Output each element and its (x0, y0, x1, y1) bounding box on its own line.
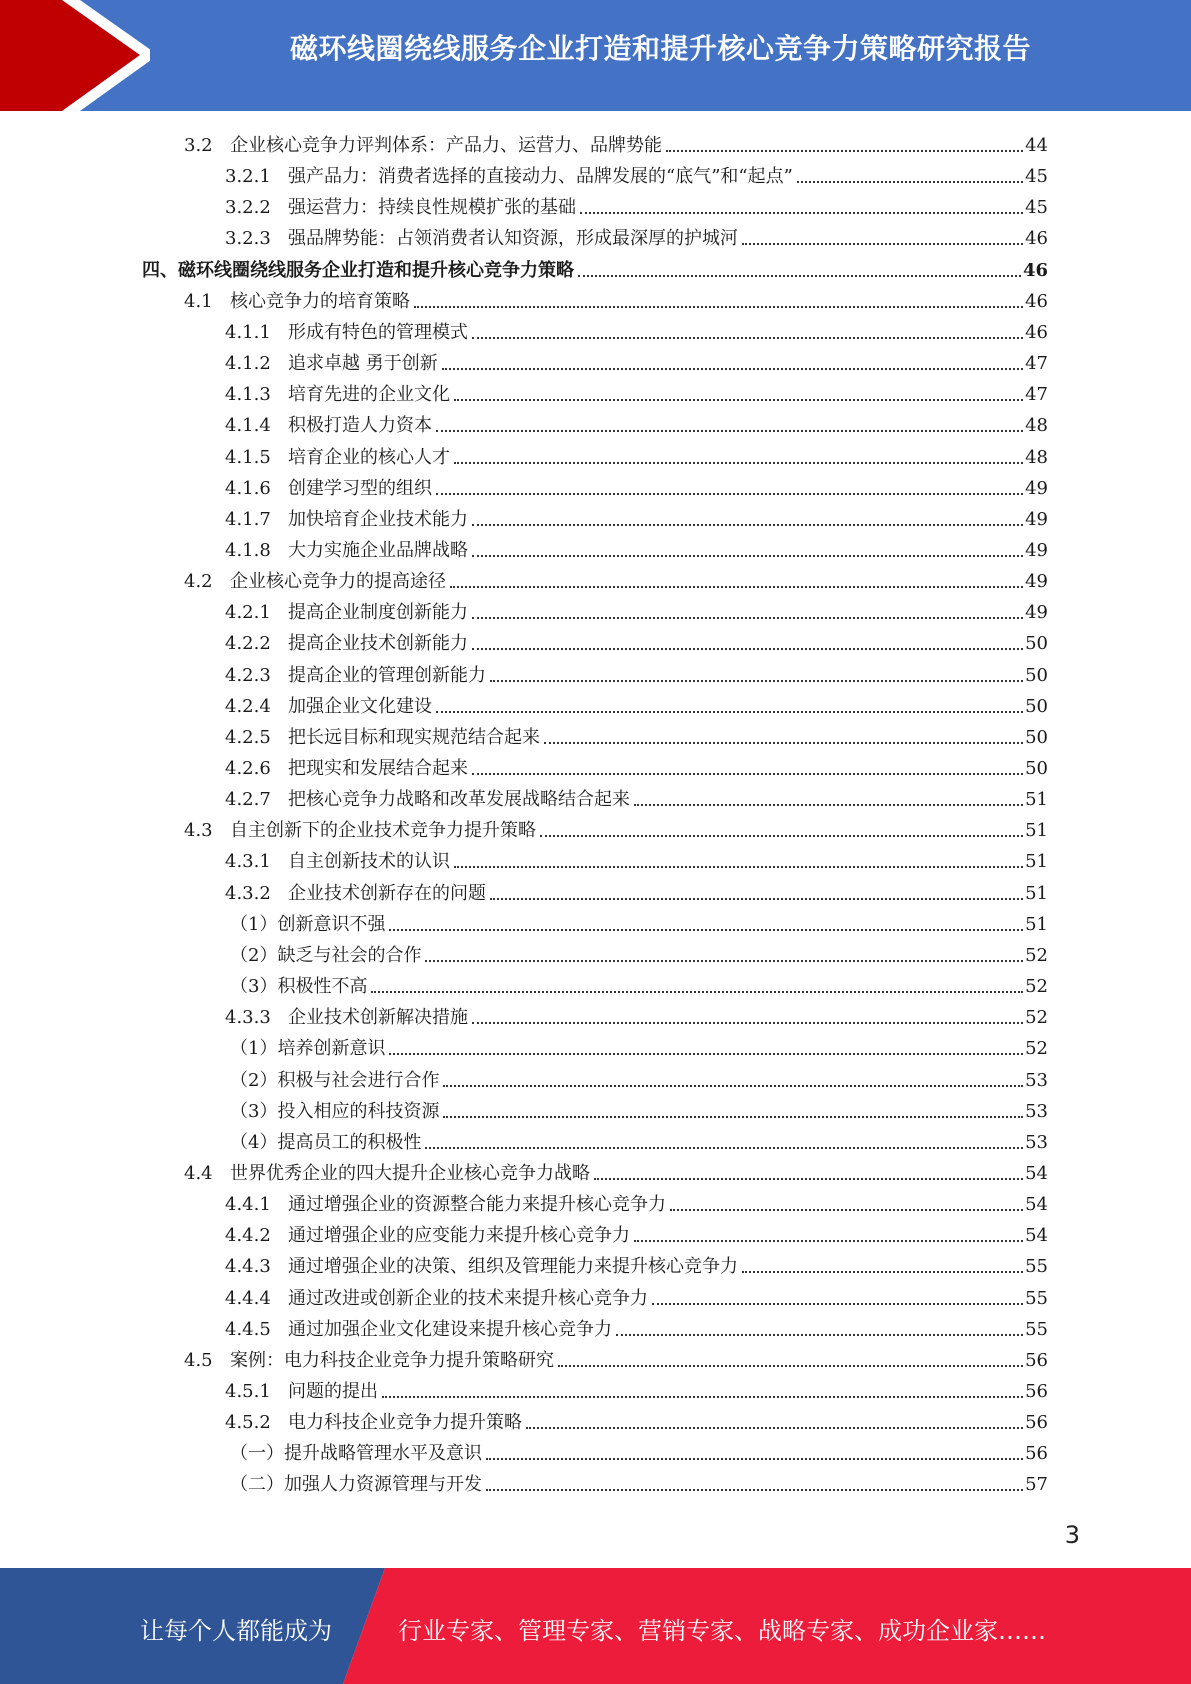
toc-leader-dots (540, 835, 1023, 837)
toc-leader-dots (652, 1303, 1023, 1305)
toc-entry-title: 电力科技企业竞争力提升策略 (288, 1412, 522, 1434)
toc-entry-number: 4.5 (184, 1349, 213, 1371)
page-number: 3 (1064, 1521, 1080, 1549)
toc-entry-title: 强品牌势能：占领消费者认知资源，形成最深厚的护城河 (288, 228, 738, 250)
toc-entry[interactable] (225, 781, 1048, 812)
toc-leader-dots (436, 430, 1023, 432)
toc-leader-dots (797, 181, 1023, 183)
toc-entry[interactable] (225, 220, 1048, 251)
toc-leader-dots (490, 680, 1023, 682)
toc-entry[interactable] (230, 1466, 1048, 1497)
toc-entry-title: 强产品力：消费者选择的直接动力、品牌发展的“底气”和“起点” (288, 166, 793, 188)
toc-entry-page: 52 (1025, 944, 1048, 966)
toc-entry-number: 3.2 (184, 135, 213, 156)
toc-entry[interactable] (225, 407, 1048, 438)
toc-leader-dots (578, 275, 1021, 277)
toc-entry-number: 3.2.2 (225, 197, 271, 219)
toc-entry-page: 50 (1025, 695, 1048, 717)
toc-entry-number: 4.4 (184, 1162, 213, 1184)
toc-entry-number: 4.2.5 (225, 726, 271, 748)
toc-entry-title: 自主创新技术的认识 (288, 851, 450, 873)
toc-entry-number: 4.2.2 (225, 633, 271, 655)
toc-entry-page: 56 (1025, 1381, 1048, 1402)
toc-entry[interactable] (225, 999, 1048, 1030)
toc-leader-dots (442, 368, 1023, 370)
toc-entry-title: （2）积极与社会进行合作 (230, 1069, 440, 1091)
toc-entry-title: 企业技术创新解决措施 (288, 1007, 468, 1029)
toc-entry-title: 把现实和发展结合起来 (288, 758, 468, 779)
toc-entry-page: 49 (1025, 508, 1048, 530)
toc-entry[interactable] (142, 252, 1048, 283)
toc-entry-title: 通过改进或创新企业的技术来提升核心竞争力 (288, 1287, 648, 1309)
toc-entry[interactable] (230, 906, 1048, 937)
toc-leader-dots (742, 243, 1023, 245)
toc-entry[interactable] (184, 283, 1048, 314)
toc-entry-number: 4.3.3 (225, 1007, 271, 1029)
toc-entry-number: 4.4.5 (225, 1318, 271, 1340)
toc-entry-page: 51 (1025, 882, 1048, 904)
toc-entry-page: 49 (1025, 602, 1048, 624)
footer-slogan-right: 行业专家、管理专家、营销专家、战略专家、成功企业家…… (398, 1617, 1046, 1645)
toc-entry-page: 51 (1025, 851, 1048, 873)
toc-entry-number: 4.1.4 (225, 415, 271, 437)
toc-entry[interactable] (225, 625, 1048, 656)
toc-entry-number: 4.2.3 (225, 664, 271, 686)
toc-leader-dots (634, 1240, 1023, 1242)
toc-entry-title: 提高企业制度创新能力 (288, 602, 468, 624)
footer-slogan-left: 让每个人都能成为 (140, 1617, 332, 1645)
toc-entry-title: 核心竞争力的培育策略 (230, 290, 410, 312)
toc-entry-number: 4.1 (184, 290, 213, 312)
toc-leader-dots (486, 1489, 1023, 1491)
toc-entry-title: 培育企业的核心人才 (288, 446, 450, 468)
toc-entry[interactable] (225, 719, 1048, 750)
toc-entry-page: 52 (1025, 976, 1048, 998)
toc-entry-number: 4.2.6 (225, 758, 271, 779)
toc-entry-page: 50 (1025, 664, 1048, 686)
toc-leader-dots (450, 586, 1023, 588)
toc-entry-title: （一）提升战略管理水平及意识 (230, 1443, 482, 1465)
toc-entry[interactable] (230, 968, 1048, 999)
toc-entry-page: 51 (1025, 820, 1048, 842)
toc-leader-dots (472, 773, 1023, 775)
toc-entry[interactable] (230, 1093, 1048, 1124)
toc-entry[interactable] (225, 158, 1048, 189)
toc-entry-page: 44 (1025, 135, 1048, 156)
toc-entry-number: 4.4.3 (225, 1256, 271, 1278)
toc-entry[interactable] (225, 501, 1048, 532)
toc-entry-page: 49 (1025, 477, 1048, 499)
toc-entry[interactable] (184, 1155, 1048, 1186)
toc-entry-number: 4.1.8 (225, 539, 271, 561)
chevron-decoration-icon (0, 0, 150, 111)
toc-entry[interactable] (184, 1342, 1048, 1373)
toc-entry-page: 46 (1025, 321, 1048, 343)
toc-entry[interactable] (225, 1404, 1048, 1435)
toc-entry-page: 46 (1025, 290, 1048, 312)
toc-entry-number: 4.1.5 (225, 446, 271, 468)
toc-entry-page: 45 (1025, 197, 1048, 219)
toc-entry[interactable] (225, 376, 1048, 407)
toc-entry[interactable] (225, 843, 1048, 874)
toc-entry-number: 4.2.7 (225, 789, 271, 811)
toc-leader-dots (472, 1022, 1023, 1024)
toc-entry-title: 培育先进的企业文化 (288, 384, 450, 406)
toc-entry[interactable] (184, 563, 1048, 594)
toc-entry[interactable] (225, 1280, 1048, 1311)
toc-entry-title: （2）缺乏与社会的合作 (230, 944, 422, 966)
toc-entry-page: 54 (1025, 1225, 1048, 1247)
toc-entry-page: 55 (1025, 1287, 1048, 1309)
toc-entry-number: 4.1.7 (225, 508, 271, 530)
toc-entry-title: 大力实施企业品牌战略 (288, 539, 468, 561)
toc-entry[interactable] (225, 1217, 1048, 1248)
toc-entry[interactable] (225, 532, 1048, 563)
toc-leader-dots (666, 150, 1023, 152)
toc-entry-page: 50 (1025, 726, 1048, 748)
toc-entry-page: 50 (1025, 758, 1048, 779)
toc-leader-dots (472, 337, 1023, 339)
toc-entry[interactable] (225, 657, 1048, 688)
toc-entry-title: 通过增强企业的应变能力来提升核心竞争力 (288, 1225, 630, 1247)
toc-entry[interactable] (230, 1435, 1048, 1466)
toc-entry-title: 强运营力：持续良性规模扩张的基础 (288, 197, 576, 219)
toc-leader-dots (616, 1334, 1023, 1336)
toc-entry-title: 四、磁环线圈绕线服务企业打造和提升核心竞争力策略 (142, 259, 574, 281)
toc-leader-dots (472, 524, 1023, 526)
toc-entry[interactable] (225, 750, 1048, 781)
toc-leader-dots (486, 1458, 1023, 1460)
toc-entry-title: 提高企业的管理创新能力 (288, 664, 486, 686)
toc-entry-number: 4.2 (184, 571, 213, 593)
toc-entry-title: 通过加强企业文化建设来提升核心竞争力 (288, 1318, 612, 1340)
toc-entry-title: 企业技术创新存在的问题 (288, 882, 486, 904)
toc-entry-page: 56 (1025, 1412, 1048, 1434)
toc-entry-number: 4.2.4 (225, 695, 271, 717)
toc-entry-number: 4.5.1 (225, 1381, 271, 1402)
toc-leader-dots (594, 1178, 1023, 1180)
toc-entry-number: 4.5.2 (225, 1412, 271, 1434)
toc-entry-title: 企业核心竞争力评判体系：产品力、运营力、品牌势能 (230, 135, 662, 156)
toc-entry-page: 51 (1025, 913, 1048, 935)
toc-entry-page: 52 (1025, 1007, 1048, 1029)
toc-entry-page: 47 (1025, 384, 1048, 406)
toc-entry[interactable] (230, 937, 1048, 968)
toc-entry-page: 53 (1025, 1069, 1048, 1091)
toc-entry-title: 形成有特色的管理模式 (288, 321, 468, 343)
toc-entry[interactable] (225, 688, 1048, 719)
toc-entry-number: 3.2.3 (225, 228, 271, 250)
toc-entry-title: （3）投入相应的科技资源 (230, 1100, 440, 1122)
toc-entry-page: 49 (1025, 571, 1048, 593)
page-header (0, 0, 1191, 111)
toc-leader-dots (443, 1085, 1023, 1087)
toc-entry-page: 50 (1025, 633, 1048, 655)
toc-entry-page: 55 (1025, 1318, 1048, 1340)
toc-entry-title: 追求卓越 勇于创新 (288, 353, 438, 375)
toc-entry-title: 提高企业技术创新能力 (288, 633, 468, 655)
toc-entry-page: 48 (1025, 446, 1048, 468)
toc-entry-page: 53 (1025, 1100, 1048, 1122)
toc-entry-title: 创建学习型的组织 (288, 477, 432, 499)
toc-leader-dots (389, 929, 1023, 931)
toc-entry-number: 4.3.1 (225, 851, 271, 873)
toc-entry-title: 积极打造人力资本 (288, 415, 432, 437)
toc-entry-number: 4.1.3 (225, 384, 271, 406)
toc-entry-page: 54 (1025, 1194, 1048, 1216)
toc-entry-title: 案例：电力科技企业竞争力提升策略研究 (230, 1349, 554, 1371)
toc-leader-dots (454, 866, 1023, 868)
toc-leader-dots (580, 212, 1023, 214)
toc-entry-title: 把长远目标和现实规范结合起来 (288, 726, 540, 748)
toc-entry[interactable] (184, 812, 1048, 843)
toc-entry-number: 4.4.1 (225, 1194, 271, 1216)
toc-leader-dots (472, 555, 1023, 557)
toc-entry-number: 4.3 (184, 820, 213, 842)
report-title: 磁环线圈绕线服务企业打造和提升核心竞争力策略研究报告 (289, 32, 1031, 65)
toc-entry[interactable] (225, 594, 1048, 625)
toc-entry-page: 52 (1025, 1038, 1048, 1060)
toc-leader-dots (454, 462, 1023, 464)
toc-leader-dots (526, 1427, 1023, 1429)
toc-leader-dots (425, 960, 1023, 962)
toc-entry[interactable] (225, 1186, 1048, 1217)
toc-entry[interactable] (230, 1030, 1048, 1061)
toc-entry-page: 53 (1025, 1131, 1048, 1153)
toc-entry[interactable] (230, 1062, 1048, 1093)
toc-entry-page: 48 (1025, 415, 1048, 437)
toc-entry-number: 4.2.1 (225, 602, 271, 624)
toc-entry-page: 56 (1025, 1349, 1048, 1371)
toc-entry-page: 56 (1025, 1443, 1048, 1465)
toc-entry-number: 4.3.2 (225, 882, 271, 904)
toc-leader-dots (414, 306, 1023, 308)
toc-entry-number: 4.4.4 (225, 1287, 271, 1309)
toc-leader-dots (454, 399, 1023, 401)
toc-entry-page: 46 (1025, 228, 1048, 250)
toc-entry[interactable] (225, 1248, 1048, 1279)
toc-leader-dots (382, 1396, 1023, 1398)
toc-leader-dots (472, 617, 1023, 619)
toc-entry-page: 54 (1025, 1162, 1048, 1184)
toc-entry-title: （4）提高员工的积极性 (230, 1131, 422, 1153)
toc-leader-dots (443, 1116, 1023, 1118)
toc-entry-title: （1）培养创新意识 (230, 1038, 386, 1060)
toc-entry-title: （二）加强人力资源管理与开发 (230, 1474, 482, 1496)
toc-entry-page: 49 (1025, 539, 1048, 561)
toc-entry[interactable] (225, 314, 1048, 345)
toc-entry-title: 加强企业文化建设 (288, 695, 432, 717)
toc-entry-number: 4.4.2 (225, 1225, 271, 1247)
toc-leader-dots (389, 1053, 1023, 1055)
toc-entry[interactable] (184, 127, 1048, 158)
toc-entry[interactable] (225, 189, 1048, 220)
toc-entry[interactable] (230, 1124, 1048, 1155)
toc-leader-dots (436, 493, 1023, 495)
toc-entry-number: 3.2.1 (225, 166, 271, 188)
toc-entry-title: （3）积极性不高 (230, 976, 368, 998)
toc-leader-dots (544, 742, 1023, 744)
toc-entry-number: 4.1.6 (225, 477, 271, 499)
toc-entry[interactable] (225, 1311, 1048, 1342)
toc-entry-title: 加快培育企业技术能力 (288, 508, 468, 530)
toc-entry-title: 通过增强企业的资源整合能力来提升核心竞争力 (288, 1194, 666, 1216)
toc-entry[interactable] (225, 470, 1048, 501)
toc-entry[interactable] (225, 439, 1048, 470)
toc-entry-title: 把核心竞争力战略和改革发展战略结合起来 (288, 789, 630, 811)
toc-leader-dots (670, 1209, 1023, 1211)
page-footer (0, 1568, 1191, 1684)
toc-entry-title: 企业核心竞争力的提高途径 (230, 571, 446, 593)
toc-entry[interactable] (225, 1373, 1048, 1404)
toc-leader-dots (425, 1147, 1023, 1149)
toc-entry[interactable] (225, 875, 1048, 906)
toc-entry-title: （1）创新意识不强 (230, 913, 386, 935)
toc-leader-dots (742, 1271, 1023, 1273)
toc-entry-title: 世界优秀企业的四大提升企业核心竞争力战略 (230, 1162, 590, 1184)
toc-entry-page: 46 (1022, 259, 1048, 281)
toc-leader-dots (371, 991, 1023, 993)
toc-entry-number: 4.1.1 (225, 321, 271, 343)
toc-entry-title: 问题的提出 (288, 1381, 378, 1402)
toc-entry-number: 4.1.2 (225, 353, 271, 375)
toc-entry-page: 57 (1025, 1474, 1048, 1496)
toc-leader-dots (436, 711, 1023, 713)
toc-entry[interactable] (225, 345, 1048, 376)
toc-leader-dots (558, 1365, 1023, 1367)
toc-entry-title: 自主创新下的企业技术竞争力提升策略 (230, 820, 536, 842)
toc-entry-page: 45 (1025, 166, 1048, 188)
toc-leader-dots (472, 648, 1023, 650)
toc-entry-page: 47 (1025, 353, 1048, 375)
toc-entry-page: 51 (1025, 789, 1048, 811)
toc-entry-title: 通过增强企业的决策、组织及管理能力来提升核心竞争力 (288, 1256, 738, 1278)
toc-leader-dots (634, 804, 1023, 806)
toc-entry-page: 55 (1025, 1256, 1048, 1278)
toc-leader-dots (490, 898, 1023, 900)
